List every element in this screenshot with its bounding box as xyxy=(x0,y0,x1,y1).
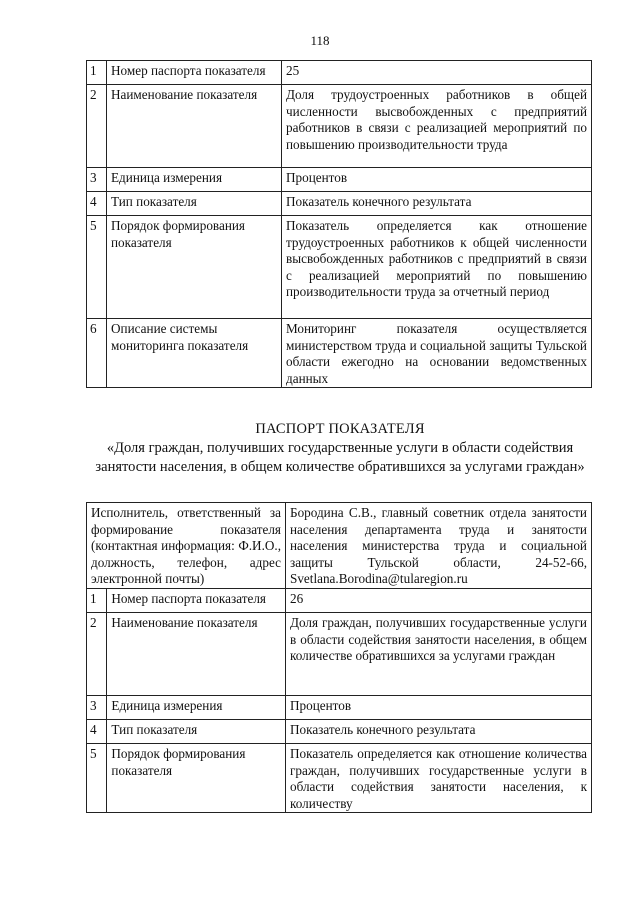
row-value: Показатель определяется как отношение трудоустроенных работников к общей численности высвобожденных работников с предприятий в связи с реализацией мероприятий по повышению производительности труда за отчетный период xyxy=(282,216,592,319)
row-value: Процентов xyxy=(282,168,592,192)
row-label: Тип показателя xyxy=(107,720,286,744)
row-value: Процентов xyxy=(286,696,592,720)
executor-value: Бородина С.В., главный советник отдела занятости населения департамента труда и занятости населения министерства труда и социальной защиты Тульской области, 24-52-66, Svetlana.Borodina@tularegion.ru xyxy=(286,503,592,589)
row-label: Порядок формирования показателя xyxy=(107,744,286,813)
table-row xyxy=(87,696,592,720)
table-row xyxy=(87,720,592,744)
indicator-passport-table-25 xyxy=(86,60,592,388)
row-value: Доля трудоустроенных работников в общей численности высвобожденных с предприятий работников в связи с реализацией мероприятий по повышению производительности труда xyxy=(282,85,592,168)
row-label: Номер паспорта показателя xyxy=(107,589,286,613)
row-number: 6 xyxy=(87,319,107,388)
row-value: Показатель конечного результата xyxy=(282,192,592,216)
row-number: 2 xyxy=(87,85,107,168)
row-value: Мониторинг показателя осуществляется министерством труда и социальной защиты Тульской области ежегодно на основании ведомственных данных xyxy=(282,319,592,388)
table-row xyxy=(87,61,592,85)
table-row xyxy=(87,192,592,216)
indicator-passport-table-26 xyxy=(86,502,592,813)
row-label: Номер паспорта показателя xyxy=(107,61,282,85)
row-label: Наименование показателя xyxy=(107,85,282,168)
page-number: 118 xyxy=(310,33,330,48)
row-number: 2 xyxy=(87,613,107,696)
table-row xyxy=(87,85,592,168)
executor-row xyxy=(87,503,592,589)
row-number: 3 xyxy=(87,168,107,192)
row-number: 4 xyxy=(87,192,107,216)
row-number: 3 xyxy=(87,696,107,720)
row-value: 25 xyxy=(282,61,592,85)
table-row xyxy=(87,319,592,388)
row-number: 4 xyxy=(87,720,107,744)
row-label: Единица измерения xyxy=(107,168,282,192)
table-row xyxy=(87,216,592,319)
table-row xyxy=(87,168,592,192)
row-value: 26 xyxy=(286,589,592,613)
row-number: 5 xyxy=(87,216,107,319)
row-number: 5 xyxy=(87,744,107,813)
executor-label: Исполнитель, ответственный за формирование показателя (контактная информация: Ф.И.О., должность, телефон, адрес электронной почты) xyxy=(87,503,286,589)
table-row xyxy=(87,744,592,813)
row-value: Показатель конечного результата xyxy=(286,720,592,744)
row-label: Наименование показателя xyxy=(107,613,286,696)
table-row xyxy=(87,613,592,696)
row-number: 1 xyxy=(87,61,107,85)
row-value: Показатель определяется как отношение количества граждан, получивших государственные услуги в области содействия занятости населения, к количеству xyxy=(286,744,592,813)
section-title: ПАСПОРТ ПОКАЗАТЕЛЯ xyxy=(255,421,425,437)
row-label: Описание системы мониторинга показателя xyxy=(107,319,282,388)
section-subtitle: «Доля граждан, получивших государственные услуги в области содействия занятости населения, в общем количестве обратившихся за услугами граждан» xyxy=(95,440,585,475)
row-number: 1 xyxy=(87,589,107,613)
row-label: Тип показателя xyxy=(107,192,282,216)
section-heading xyxy=(90,420,590,477)
table-row xyxy=(87,589,592,613)
row-value: Доля граждан, получивших государственные услуги в области содействия занятости населения, в общем количестве обратившихся за услугами граждан xyxy=(286,613,592,696)
row-label: Единица измерения xyxy=(107,696,286,720)
row-label: Порядок формирования показателя xyxy=(107,216,282,319)
